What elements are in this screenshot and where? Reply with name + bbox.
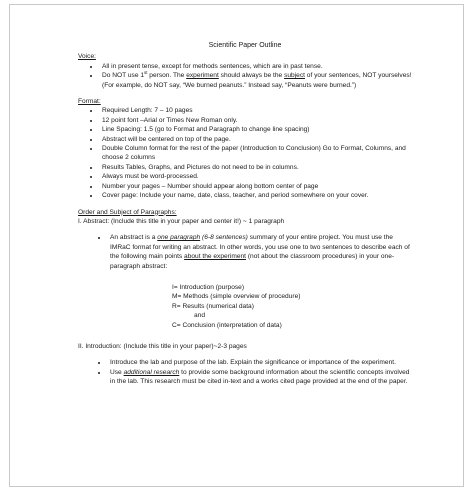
format-heading: Format: [78,98,101,106]
voice-heading: Voice: [78,53,96,61]
imrac-results: R= Results (numerical data) [172,302,254,310]
format-item: • 12 point font –Arial or Times New Roman only. [100,116,412,125]
format-list [78,106,412,200]
format-item: • Double Column format for the rest of the paper (Introduction to Conclusion) Go to Format, Columns, and choose 2 columns [100,144,412,163]
format-item: • Abstract will be centered on top of the page. [100,135,412,144]
imrac-and: and [194,312,206,320]
format-item: • Cover page: Include your name, date, class, teacher, and period somewhere on your cover. [100,191,412,200]
format-item: • Always must be word-processed. [100,172,412,181]
introduction-line: II. Introduction: (Include this title in your paper)~2-3 pages [78,342,247,350]
order-heading: Order and Subject of Paragraphs: [78,208,177,216]
voice-item: • Do NOT use 1st person. The experiment should always be the subject of your sentences, NOT yourselves! (For example, do NOT say, “We burned peanuts.” Instead say, “Peanuts were burned.”) [100,71,412,90]
abstract-item: • An abstract is a one paragraph (6-8 sentences) summary of your entire project. You must use the IMRaC format for writing an abstract. In other words, you use one to two sentences to describe each of the following main points about the experiment (not about the classroom procedures) in your one-paragraph abstract: [108,233,412,271]
format-item: • Required Length: 7 – 10 pages [100,106,412,115]
abstract-list [78,233,412,271]
imrac-list [172,283,412,330]
format-item: • Line Spacing: 1.5 (go to Format and Paragraph to change line spacing) [100,125,412,134]
introduction-item: • Use additional research to provide some background information about the scientific concepts involved in the lab. This research must be cited in-text and a works cited page provided at the end of the paper. [108,368,412,387]
voice-item: • All in present tense, except for methods sentences, which are in past tense. [100,62,412,71]
introduction-list [78,358,412,386]
format-item: • Results Tables, Graphs, and Pictures do not need to be in columns. [100,163,412,172]
introduction-item: • Introduce the lab and purpose of the lab. Explain the significance or importance of the experiment. [108,358,412,367]
document-page [9,4,464,487]
format-item: • Number your pages – Number should appear along bottom center of page [100,182,412,191]
imrac-introduction: I= Introduction (purpose) [172,283,245,291]
imrac-conclusion: C= Conclusion (interpretation of data) [172,321,282,329]
abstract-line: I. Abstract: (Include this title in your paper and center it!) ~ 1 paragraph [78,217,285,225]
imrac-methods: M= Methods (simple overview of procedure) [172,293,301,301]
document-body [78,41,412,387]
voice-list [78,62,412,90]
page-title: Scientific Paper Outline [208,42,282,49]
